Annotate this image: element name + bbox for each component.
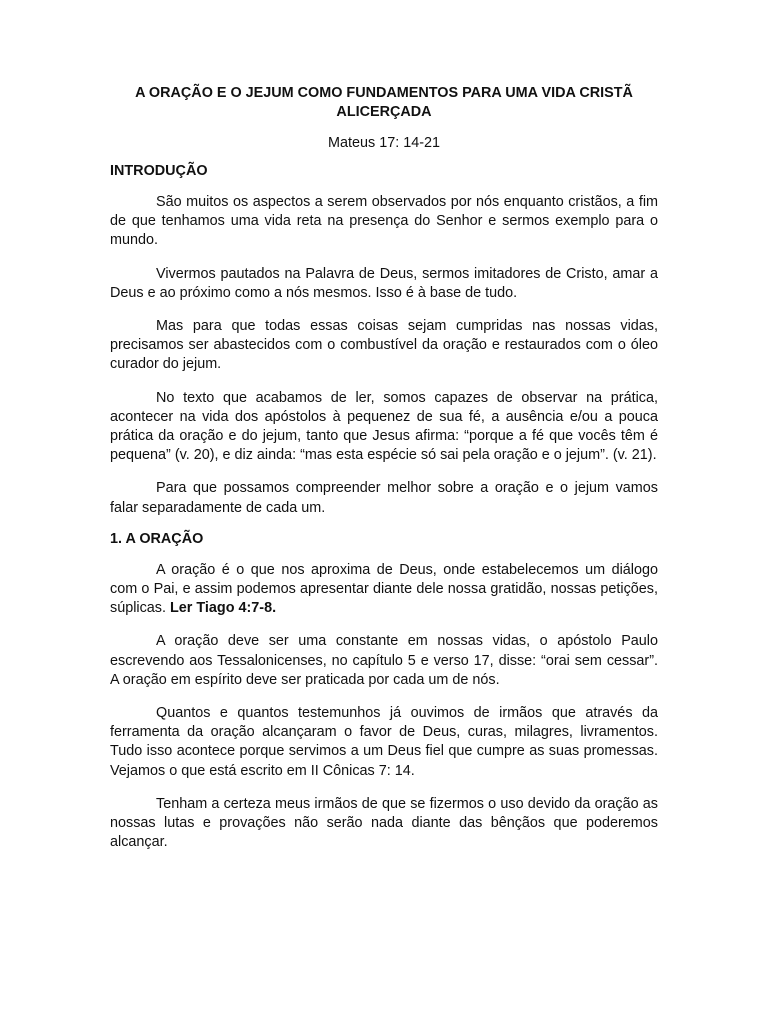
section-heading-introducao: INTRODUÇÃO	[110, 163, 208, 179]
scripture-reading-instruction: Ler Tiago 4:7-8.	[170, 600, 277, 617]
paragraph: No texto que acabamos de ler, somos capazes de observar na prática, acontecer na vida dos apóstolos à pequenez de sua fé, a ausência e/ou a pouca prática da oração e do jejum, tanto que Jesus afirma: “porque a fé que vocês têm é pequena” (v. 20), e diz ainda: “mas esta espécie só sai pela oração e o jejum”. (v. 21).	[110, 389, 658, 464]
paragraph: São muitos os aspectos a serem observados por nós enquanto cristãos, a fim de que tenhamos uma vida reta na presença do Senhor e sermos exemplo para o mundo.	[110, 194, 658, 249]
paragraph: Tenham a certeza meus irmãos de que se fizermos o uso devido da oração as nossas lutas e provações não serão nada diante das bênçãos que poderemos alcançar.	[110, 795, 658, 851]
paragraph: Quantos e quantos testemunhos já ouvimos de irmãos que através da ferramenta da oração alcançaram o favor de Deus, curas, milagres, livramentos. Tudo isso acontece porque servimos a um Deus fiel que cumpre as suas promessas. Vejamos o que está escrito em II Cônicas 7: 14.	[110, 705, 658, 779]
document-page	[110, 84, 658, 852]
section-heading-oracao: 1. A ORAÇÃO	[110, 530, 204, 547]
paragraph: Vivermos pautados na Palavra de Deus, sermos imitadores de Cristo, amar a Deus e ao próximo como a nós mesmos. Isso é à base de tudo.	[110, 265, 658, 301]
bible-reference: Mateus 17: 14-21	[328, 135, 440, 151]
paragraph: Mas para que todas essas coisas sejam cumpridas nas nossas vidas, precisamos ser abastecidos com o combustível da oração e restaurados com o óleo curador do jejum.	[110, 318, 658, 373]
document-title: A ORAÇÃO E O JEJUM COMO FUNDAMENTOS PARA UMA VIDA CRISTÃ ALICERÇADA	[135, 85, 633, 120]
paragraph: A oração deve ser uma constante em nossas vidas, o apóstolo Paulo escrevendo aos Tessalonicenses, no capítulo 5 e verso 17, disse: “orai sem cessar”. A oração em espírito deve ser praticada por cada um de nós.	[110, 633, 658, 688]
paragraph	[110, 561, 658, 619]
paragraph-text: A oração é o que nos aproxima de Deus, onde estabelecemos um diálogo com o Pai, e assim podemos apresentar diante dele nossa gratidão, nossas petições, súplicas.	[110, 561, 658, 617]
paragraph: Para que possamos compreender melhor sobre a oração e o jejum vamos falar separadamente de cada um.	[110, 480, 658, 516]
